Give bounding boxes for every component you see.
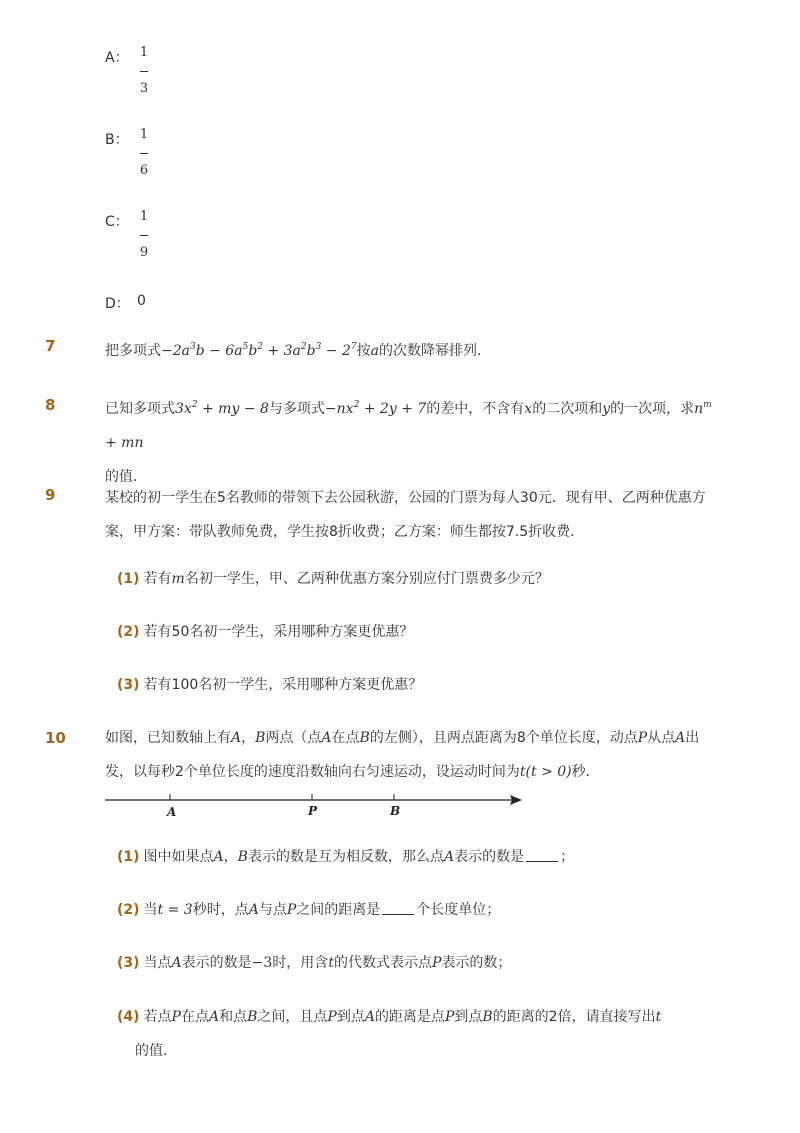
q9-sub-1: (1) 若有m名初一学生，甲、乙两种优惠方案分别应付门票费多少元？	[117, 571, 549, 587]
label-a: A	[167, 805, 177, 819]
option-d-label: D：	[105, 296, 130, 312]
option-a-label: A：	[105, 50, 129, 66]
q10-sub-2: (2) 当t = 3秒时，点A与点P之间的距离是 个长度单位；	[117, 902, 501, 918]
option-d-value: 0	[137, 293, 146, 309]
q10-sub-4: (4) 若点P在点A和点B之间，且点P到点A的距离是点P到点B的距离的2倍，请直接写出t 的值．	[117, 1009, 662, 1059]
polynomial-expression: $-2a^3b - 6a^5b^2 + 3a^2b^3 - 2^7$	[161, 342, 357, 359]
target-expression: $n^m$ + mn	[105, 400, 712, 451]
question-10-text: 如图，已知数轴上有A，B两点（点A在点B的左侧），且两点距离为8个单位长度，动点P从点A出 发，以每秒2个单位长度的速度沿数轴向右匀速运动，设运动时间为t(t > 0)秒．	[105, 730, 700, 780]
polynomial-1: $3x^2$ + my − 8	[175, 400, 269, 417]
q9-sub-2: (2) 若有50名初一学生，采用哪种方案更优惠？	[117, 624, 414, 640]
question-8-number: 8	[45, 396, 56, 414]
question-10-number: 10	[45, 729, 66, 747]
option-c-label: C：	[105, 214, 129, 230]
option-b-label: B：	[105, 132, 129, 148]
answer-blank-2[interactable]	[382, 902, 414, 915]
label-p: P	[308, 804, 318, 818]
label-b: B	[390, 804, 401, 818]
polynomial-2: $-nx^2 + 2y + 7$	[324, 400, 427, 417]
q9-sub-3: (3) 若有100名初一学生，采用哪种方案更优惠？	[117, 677, 423, 693]
q10-sub-1: (1) 图中如果点A，B表示的数是互为相反数，那么点A表示的数是 ；	[117, 849, 575, 865]
question-7-text: 把多项式$-2a^3b - 6a^5b^2 + 3a^2b^3 - 2^7$按a的次数降幂排列．	[105, 342, 491, 359]
q10-sub-3: (3) 当点A表示的数是−3时，用含t的代数式表示点P表示的数；	[117, 955, 512, 971]
number-line-diagram	[100, 785, 530, 825]
question-7-number: 7	[45, 337, 56, 355]
question-8-text: 已知多项式$3x^2$ + my − 8与多项式$-nx^2 + 2y + 7$的差中，不含有x的二次项和y的一次项，求$n^m$ + mn 的值．	[105, 400, 712, 485]
question-9-text: 某校的初一学生在5名教师的带领下去公园秋游，公园的门票为每人30元．现有甲、乙两种优惠方案，甲方案：带队教师免费，学生按8折收费；乙方案：师生都按7.5折收费．	[105, 490, 706, 540]
answer-blank-1[interactable]	[526, 849, 558, 862]
question-9-number: 9	[45, 486, 56, 504]
